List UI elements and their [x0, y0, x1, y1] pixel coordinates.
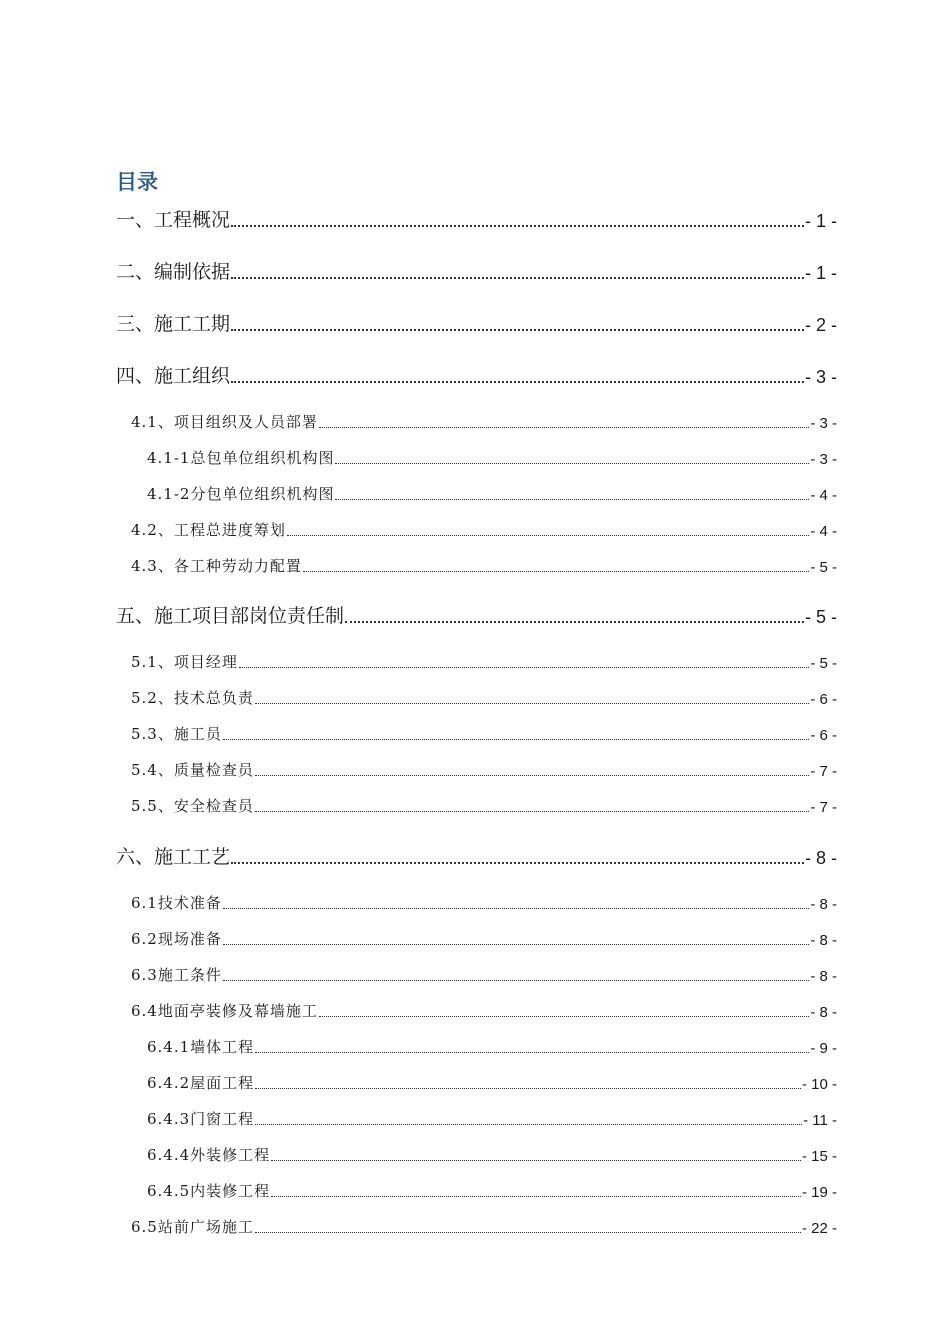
- toc-entry-label: 四、施工组织: [116, 365, 231, 387]
- toc-entry-label: 5.1、项目经理: [131, 653, 238, 671]
- toc-entry-label: 6.1技术准备: [131, 894, 222, 912]
- toc-leader-dots: [231, 277, 804, 279]
- toc-page-number: - 3 -: [804, 367, 837, 387]
- toc-page-number: - 8 -: [810, 968, 837, 985]
- toc-entry[interactable]: [116, 205, 837, 232]
- toc-leader-dots: [345, 621, 804, 623]
- toc-entry[interactable]: [147, 447, 837, 468]
- toc-entry[interactable]: [131, 411, 837, 432]
- toc-leader-dots: [231, 329, 804, 331]
- toc-leader-dots: [223, 944, 809, 945]
- toc-entry-label: 6.4.5内装修工程: [147, 1182, 271, 1200]
- toc-entry-label: 4.1-1总包单位组织机构图: [147, 449, 335, 467]
- toc-entry-label: 6.4.2屋面工程: [147, 1074, 255, 1092]
- toc-page-number: - 6 -: [810, 691, 837, 708]
- toc-page-number: - 7 -: [810, 763, 837, 780]
- toc-entry[interactable]: [131, 1000, 837, 1021]
- toc-page-number: - 5 -: [810, 559, 837, 576]
- toc-leader-dots: [239, 667, 809, 668]
- toc-entry[interactable]: [147, 1072, 837, 1093]
- toc-leader-dots: [335, 499, 809, 500]
- toc-leader-dots: [231, 225, 804, 227]
- toc-entry-label: 6.3施工条件: [131, 966, 222, 984]
- toc-entry[interactable]: [131, 723, 837, 744]
- toc-leader-dots: [271, 1160, 801, 1161]
- toc-page-number: - 8 -: [810, 896, 837, 913]
- toc-entry[interactable]: [116, 309, 837, 336]
- toc-entry[interactable]: [147, 1108, 837, 1129]
- toc-entry[interactable]: [131, 651, 837, 672]
- toc-entry-label: 4.2、工程总进度筹划: [131, 521, 286, 539]
- toc-page-number: - 4 -: [810, 523, 837, 540]
- toc-leader-dots: [255, 811, 809, 812]
- toc-leader-dots: [223, 980, 809, 981]
- toc-entry-label: 6.4.4外装修工程: [147, 1146, 271, 1164]
- toc-entry[interactable]: [131, 892, 837, 913]
- toc-leader-dots: [255, 1232, 801, 1233]
- toc-entry-label: 5.2、技术总负责: [131, 689, 254, 707]
- toc-page-number: - 11 -: [803, 1112, 837, 1129]
- toc-entry-label: 6.4.3门窗工程: [147, 1110, 255, 1128]
- toc-page-number: - 4 -: [810, 487, 837, 504]
- toc-page-number: - 7 -: [810, 799, 837, 816]
- toc-leader-dots: [287, 535, 809, 536]
- toc-entry-label: 4.1、项目组织及人员部署: [131, 413, 318, 431]
- toc-entry[interactable]: [131, 795, 837, 816]
- toc-page-number: - 15 -: [801, 1148, 837, 1165]
- toc-entry[interactable]: [131, 519, 837, 540]
- toc-entry-label: 一、工程概况: [116, 209, 231, 231]
- toc-entry[interactable]: [131, 1216, 837, 1237]
- toc-leader-dots: [255, 703, 809, 704]
- toc-leader-dots: [255, 775, 809, 776]
- toc-entry[interactable]: [131, 964, 837, 985]
- toc-entry-label: 4.3、各工种劳动力配置: [131, 557, 302, 575]
- toc-leader-dots: [335, 463, 809, 464]
- toc-page-number: - 8 -: [810, 932, 837, 949]
- toc-entry-label: 6.4.1墙体工程: [147, 1038, 255, 1056]
- toc-entry-label: 三、施工工期: [116, 313, 231, 335]
- toc-entry-label: 6.5站前广场施工: [131, 1218, 254, 1236]
- toc-page-number: - 3 -: [810, 451, 837, 468]
- toc-entry[interactable]: [147, 1144, 837, 1165]
- toc-page-number: - 1 -: [804, 211, 837, 231]
- toc-page-number: - 5 -: [804, 607, 837, 627]
- toc-entry-label: 4.1-2分包单位组织机构图: [147, 485, 335, 503]
- toc-page-number: - 9 -: [810, 1040, 837, 1057]
- toc-entry-label: 六、施工工艺: [116, 846, 231, 868]
- toc-leader-dots: [255, 1124, 802, 1125]
- toc-leader-dots: [255, 1088, 801, 1089]
- toc-entry-label: 5.5、安全检查员: [131, 797, 254, 815]
- toc-entry[interactable]: [147, 1180, 837, 1201]
- toc-entry-label: 5.3、施工员: [131, 725, 222, 743]
- toc-leader-dots: [231, 381, 804, 383]
- toc-entry-label: 5.4、质量检查员: [131, 761, 254, 779]
- toc-page-number: - 8 -: [804, 848, 837, 868]
- toc-title: 目录: [116, 170, 158, 194]
- toc-page-number: - 22 -: [801, 1220, 837, 1237]
- toc-leader-dots: [271, 1196, 801, 1197]
- toc-entry[interactable]: [131, 928, 837, 949]
- toc-leader-dots: [303, 571, 809, 572]
- toc-entry[interactable]: [147, 483, 837, 504]
- toc-entry-label: 6.2现场准备: [131, 930, 222, 948]
- toc-entry[interactable]: [116, 257, 837, 284]
- toc-entry[interactable]: [116, 601, 837, 628]
- toc-leader-dots: [255, 1052, 809, 1053]
- toc-page-number: - 2 -: [804, 315, 837, 335]
- toc-entry[interactable]: [131, 687, 837, 708]
- toc-leader-dots: [223, 739, 809, 740]
- toc-page-number: - 3 -: [810, 415, 837, 432]
- toc-page-number: - 19 -: [801, 1184, 837, 1201]
- toc-page-number: - 5 -: [810, 655, 837, 672]
- toc-entry-label: 二、编制依据: [116, 261, 231, 283]
- toc-entry-label: 五、施工项目部岗位责任制: [116, 605, 345, 627]
- toc-entry[interactable]: [116, 842, 837, 869]
- toc-page-number: - 10 -: [801, 1076, 837, 1093]
- toc-entry[interactable]: [147, 1036, 837, 1057]
- toc-entry[interactable]: [131, 759, 837, 780]
- toc-entry[interactable]: [116, 361, 837, 388]
- toc-leader-dots: [319, 427, 809, 428]
- toc-page-number: - 8 -: [810, 1004, 837, 1021]
- toc-leader-dots: [223, 908, 809, 909]
- toc-entry-label: 6.4地面亭装修及幕墙施工: [131, 1002, 318, 1020]
- toc-page-number: - 1 -: [804, 263, 837, 283]
- toc-page-number: - 6 -: [810, 727, 837, 744]
- toc-entry[interactable]: [131, 555, 837, 576]
- toc-leader-dots: [231, 862, 804, 864]
- toc-leader-dots: [319, 1016, 809, 1017]
